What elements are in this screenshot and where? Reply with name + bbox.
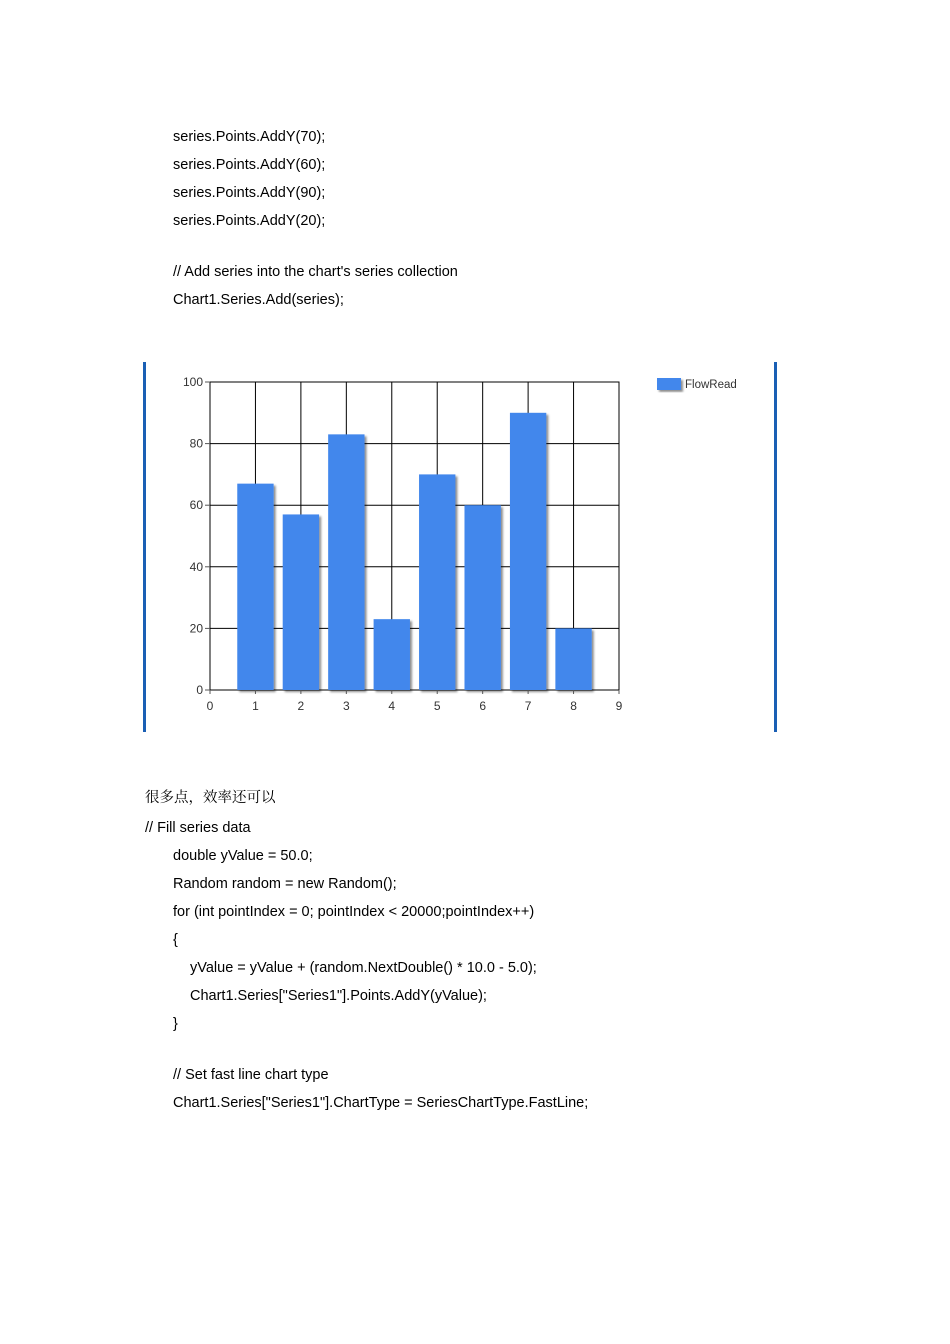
code-line: } [173, 1016, 178, 1032]
y-tick-label: 40 [189, 559, 203, 574]
code-comment: // Set fast line chart type [173, 1067, 329, 1083]
code-line: series.Points.AddY(70); [173, 129, 326, 145]
x-tick-label: 5 [433, 699, 441, 713]
x-tick-label: 7 [524, 699, 532, 713]
chart-legend [657, 378, 737, 391]
code-line: { [173, 932, 178, 948]
x-tick-label: 9 [615, 699, 623, 713]
y-tick-label: 80 [189, 436, 203, 451]
code-comment: // Add series into the chart's series collection [173, 264, 458, 280]
bar [555, 628, 591, 690]
chart-bars [237, 413, 591, 690]
cjk-note: 很多点，效率还可以 [145, 790, 276, 806]
y-tick-label: 20 [189, 621, 203, 636]
bar [283, 514, 319, 690]
legend-label: FlowRead [685, 379, 737, 391]
x-tick-label: 6 [479, 699, 487, 713]
y-tick-label: 0 [196, 683, 203, 697]
bar [464, 505, 500, 690]
y-tick-label: 60 [189, 498, 203, 513]
bar [328, 434, 364, 690]
code-line: Chart1.Series["Series1"].Points.AddY(yValue); [190, 988, 487, 1004]
code-line: Random random = new Random(); [173, 876, 397, 892]
legend-swatch [657, 378, 681, 390]
x-tick-label: 4 [388, 699, 396, 713]
code-comment: // Fill series data [145, 820, 251, 836]
x-tick-label: 2 [297, 699, 305, 713]
code-line: series.Points.AddY(90); [173, 185, 326, 201]
x-tick-label: 1 [252, 699, 259, 713]
code-line: series.Points.AddY(20); [173, 213, 326, 229]
code-line: series.Points.AddY(60); [173, 157, 326, 173]
bar [374, 619, 410, 690]
code-line: yValue = yValue + (random.NextDouble() * 10.0 - 5.0); [190, 960, 537, 976]
y-tick-label: 100 [182, 375, 203, 389]
bar [419, 474, 455, 690]
bar [237, 484, 273, 690]
x-tick-label: 0 [206, 699, 214, 713]
x-tick-label: 8 [570, 699, 577, 713]
code-line: double yValue = 50.0; [173, 848, 313, 864]
bar-chart [143, 362, 777, 732]
code-line: Chart1.Series["Series1"].ChartType = SeriesChartType.FastLine; [173, 1095, 589, 1111]
code-line: for (int pointIndex = 0; pointIndex < 20000;pointIndex++) [173, 904, 535, 920]
x-tick-label: 3 [342, 699, 350, 713]
bar [510, 413, 546, 690]
code-line: Chart1.Series.Add(series); [173, 292, 344, 308]
